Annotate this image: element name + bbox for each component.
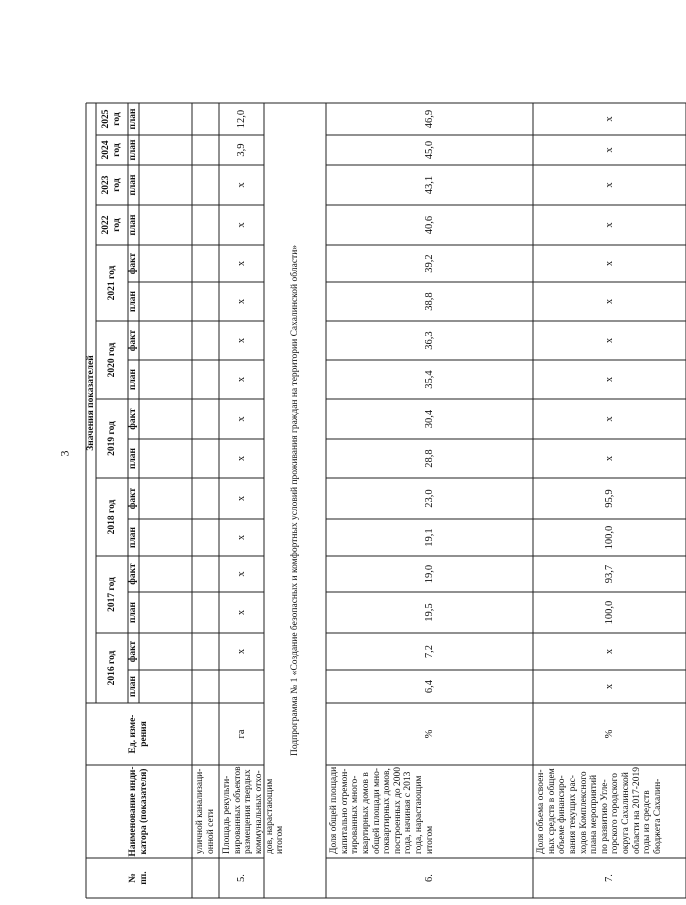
value-cell: х bbox=[235, 534, 247, 541]
value-cell: х bbox=[603, 337, 615, 344]
value-cell: х bbox=[603, 182, 615, 188]
value-cell bbox=[192, 360, 219, 399]
header-fact: факт bbox=[128, 640, 139, 663]
header-values-group: Значения показателей bbox=[85, 355, 96, 451]
value-cell: 100,0 bbox=[603, 525, 615, 550]
value-cell: 19,1 bbox=[423, 528, 435, 547]
header-unit: Ед. изме- рения bbox=[128, 714, 149, 754]
indicator-name: Площадь рекульти- вированных объектов размещения твердых коммунальных отхо- дов, нарастающим итогом bbox=[222, 766, 286, 854]
value-cell: х bbox=[603, 116, 615, 122]
row-number: 6. bbox=[423, 874, 435, 882]
value-cell: х bbox=[235, 455, 247, 462]
value-cell: 39,2 bbox=[423, 254, 435, 273]
header-year: 2024 год bbox=[101, 140, 122, 160]
value-cell bbox=[192, 103, 219, 135]
value-cell bbox=[192, 478, 219, 519]
page-number: 3 bbox=[57, 450, 72, 457]
value-cell: х bbox=[603, 298, 615, 305]
indicator-name: Доля объема освоен- ных средств в общем объеме финансиро- вания текущих рас- ходов Комплексного плана мероприятий по развитию Угле- горского городского округа Сахалинской области на 2017-2019 годы из средств бюджета Сахалин- bbox=[536, 767, 663, 854]
indicator-table bbox=[86, 13, 686, 898]
value-cell bbox=[219, 670, 264, 703]
value-cell: 43,1 bbox=[423, 175, 435, 195]
header-plan: план bbox=[128, 139, 139, 161]
indicator-name: Доля общей площади капитально отремон- тированных много- квартирных домов в общей площади мно- гоквартирных домов, построенных до 2000 года, начиная с 2013 года, нарастающим итогом bbox=[329, 766, 435, 854]
header-year: 2018 год bbox=[106, 499, 117, 535]
value-cell: 46,9 bbox=[423, 109, 435, 129]
header-year: 2023 год bbox=[101, 175, 122, 195]
header-year: 2016 год bbox=[106, 650, 117, 686]
unit: % bbox=[603, 729, 615, 739]
value-cell bbox=[192, 633, 219, 670]
header-plan: план bbox=[128, 174, 139, 196]
value-cell: х bbox=[235, 222, 247, 228]
value-cell: х bbox=[235, 609, 247, 616]
header-plan: план bbox=[128, 214, 139, 236]
header-fact: факт bbox=[128, 408, 139, 430]
header-plan: план bbox=[128, 290, 139, 313]
value-cell: 36,3 bbox=[423, 331, 435, 350]
value-cell bbox=[192, 282, 219, 321]
value-cell bbox=[192, 399, 219, 439]
header-year: 2019 год bbox=[106, 421, 117, 456]
value-cell: 23,0 bbox=[423, 489, 435, 508]
value-cell: 45,0 bbox=[423, 140, 435, 160]
header-year: 2017 год bbox=[106, 577, 117, 612]
value-cell bbox=[192, 439, 219, 478]
value-cell bbox=[192, 519, 219, 556]
value-cell bbox=[192, 245, 219, 282]
value-cell: х bbox=[235, 495, 247, 502]
header-fact: факт bbox=[128, 487, 139, 510]
header-year: 2020 год bbox=[106, 342, 117, 378]
value-cell: х bbox=[603, 147, 615, 153]
value-cell: х bbox=[235, 260, 247, 267]
value-cell: 30,4 bbox=[423, 409, 435, 429]
value-cell: 12,0 bbox=[235, 109, 247, 129]
value-cell bbox=[192, 165, 219, 205]
value-cell: 95,9 bbox=[603, 489, 615, 508]
header-number: № пп. bbox=[128, 871, 149, 885]
value-cell bbox=[192, 205, 219, 245]
value-cell: х bbox=[603, 683, 615, 690]
header-fact: факт bbox=[128, 563, 139, 585]
header-year: 2022 год bbox=[101, 215, 122, 235]
value-cell: 38,8 bbox=[423, 292, 435, 311]
header-fact: факт bbox=[128, 329, 139, 352]
value-cell bbox=[192, 670, 219, 703]
value-cell: х bbox=[603, 416, 615, 422]
value-cell: 6,4 bbox=[423, 679, 435, 694]
header-plan: план bbox=[128, 601, 139, 624]
unit: % bbox=[423, 729, 435, 739]
header-fact: факт bbox=[128, 252, 139, 275]
unit: га bbox=[235, 729, 247, 739]
value-cell: х bbox=[235, 648, 247, 655]
value-cell: 19,0 bbox=[423, 564, 435, 584]
value-cell: х bbox=[235, 337, 247, 344]
value-cell bbox=[192, 556, 219, 592]
value-cell: х bbox=[603, 222, 615, 228]
value-cell: х bbox=[235, 298, 247, 305]
row-number bbox=[192, 858, 219, 898]
value-cell: 28,8 bbox=[423, 449, 435, 468]
indicator-name: уличной канализаци- онной сети bbox=[195, 768, 216, 854]
header-plan: план bbox=[128, 447, 139, 470]
value-cell: 40,6 bbox=[423, 215, 435, 235]
value-cell bbox=[192, 321, 219, 360]
header-year: 2021 год bbox=[106, 265, 117, 301]
value-cell: 100,0 bbox=[603, 600, 615, 625]
row-number: 5. bbox=[235, 874, 247, 882]
value-cell: х bbox=[235, 182, 247, 188]
header-plan: план bbox=[128, 526, 139, 549]
value-cell: х bbox=[603, 455, 615, 462]
value-cell: х bbox=[603, 376, 615, 383]
subprogram-title: Подпрограмма № 1 «Создание безопасных и комфортных условий проживания граждан на территории Сахалинской области» bbox=[289, 244, 300, 757]
unit bbox=[192, 703, 219, 765]
value-cell: х bbox=[235, 376, 247, 383]
value-cell: х bbox=[235, 571, 247, 577]
header-plan: план bbox=[128, 675, 139, 698]
value-cell: х bbox=[603, 260, 615, 267]
value-cell: х bbox=[603, 648, 615, 655]
value-cell: 93,7 bbox=[603, 564, 615, 584]
header-plan: план bbox=[128, 108, 139, 130]
header-year: 2025 год bbox=[101, 109, 122, 129]
row-number: 7. bbox=[603, 874, 615, 882]
value-cell: 35,4 bbox=[423, 370, 435, 389]
header-indicator-name: Наименование инди- катора (показателя) bbox=[128, 766, 149, 857]
value-cell bbox=[192, 135, 219, 165]
header-plan: план bbox=[128, 368, 139, 391]
value-cell: х bbox=[235, 416, 247, 422]
value-cell: 3,9 bbox=[235, 143, 247, 157]
value-cell bbox=[192, 592, 219, 633]
value-cell: 7,2 bbox=[423, 644, 435, 659]
value-cell: 19,5 bbox=[423, 603, 435, 622]
